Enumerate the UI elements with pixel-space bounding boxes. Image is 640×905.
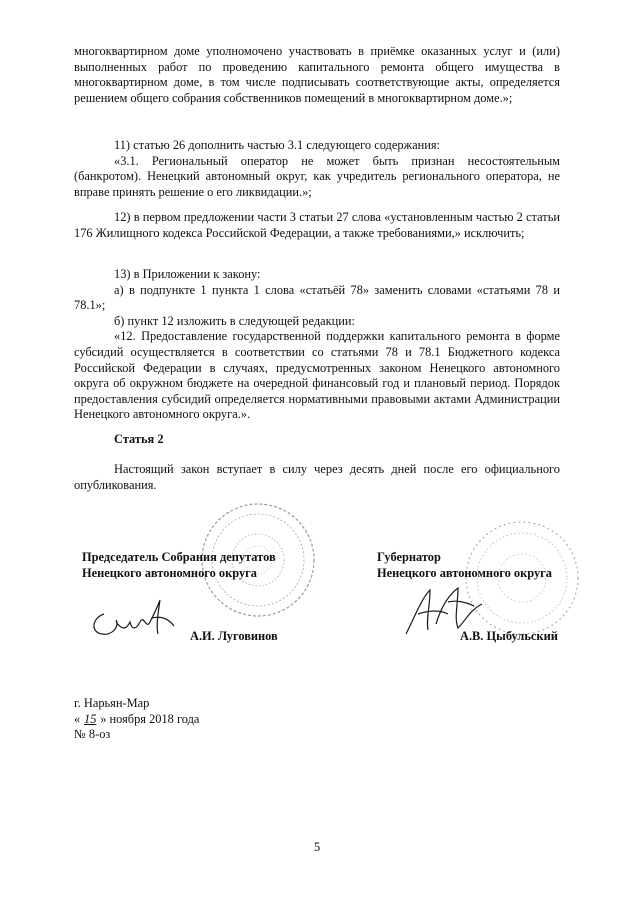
paragraph-quote-3-1: «3.1. Региональный оператор не может быть признан несостоятельным (банкротом). Ненецкий автономный округ, как учредитель регионального оператора, не вправе принять решение о его ликвидации.»;: [74, 153, 560, 199]
left-handwritten-signature: [86, 596, 182, 644]
signing-day: 15: [84, 711, 97, 726]
body-text-section-3: [74, 210, 560, 241]
paragraph-continuation: многоквартирном доме уполномочено участвовать в приёмке оказанных услуг и (или) выполненных работ по проведению капитального ремонта общего имущества в многоквартирном доме, в том числе подписывать соответствующие акты, определяется решением общего собрания собственников помещений в многоквартирном доме.»;: [74, 44, 560, 105]
left-signatory-name: А.И. Луговинов: [190, 629, 278, 643]
body-text-section-4: [74, 267, 560, 423]
paragraph-quote-12: «12. Предоставление государственной поддержки капитального ремонта в форме субсидий осуществляется в соответствии со статьями 78 и 78.1 Бюджетного кодекса Российской Федерации в случаях, предусмотренных законом Ненецкого автономного округа об окружном бюджете на очередной финансовый год и плановый период. Порядок предоставления субсидий определяется нормативными правовыми актами Администрации Ненецкого автономного округа.».: [74, 329, 560, 422]
paragraph-item-11: 11) статью 26 дополнить частью 3.1 следующего содержания:: [114, 138, 440, 152]
body-text-section-2: [74, 138, 560, 200]
right-signatory-title: Губернатор Ненецкого автономного округа: [377, 550, 552, 580]
signing-date: « 15 » ноября 2018 года: [74, 711, 200, 726]
paragraph-subitem-b: б) пункт 12 изложить в следующей редакции:: [114, 313, 355, 328]
place-of-signing: г. Нарьян-Мар: [74, 696, 150, 710]
paragraph-subitem-a: а) в подпункте 1 пункта 1 слова «статьёй 78» заменить словами «статьями 78 и 78.1»;: [74, 282, 560, 313]
paragraph-item-13: 13) в Приложении к закону:: [114, 267, 261, 281]
article-2-heading: Статья 2: [114, 432, 164, 446]
body-text-section-1: [74, 44, 560, 106]
document-footer: [74, 696, 199, 743]
page-number: 5: [314, 840, 321, 854]
body-text-section-5: [74, 462, 560, 493]
paragraph-article-2: Настоящий закон вступает в силу через десять дней после его официального опубликования.: [74, 462, 560, 492]
paragraph-item-12: 12) в первом предложении части 3 статьи 27 слова «установленным частью 2 статьи 176 Жилищного кодекса Российской Федерации, а также требованиями,» исключить;: [74, 210, 560, 240]
right-signatory-name: А.В. Цыбульский: [460, 629, 558, 643]
law-number: № 8-оз: [74, 727, 111, 742]
left-signatory-title: Председатель Собрания депутатов Ненецкого автономного округа: [82, 550, 276, 580]
